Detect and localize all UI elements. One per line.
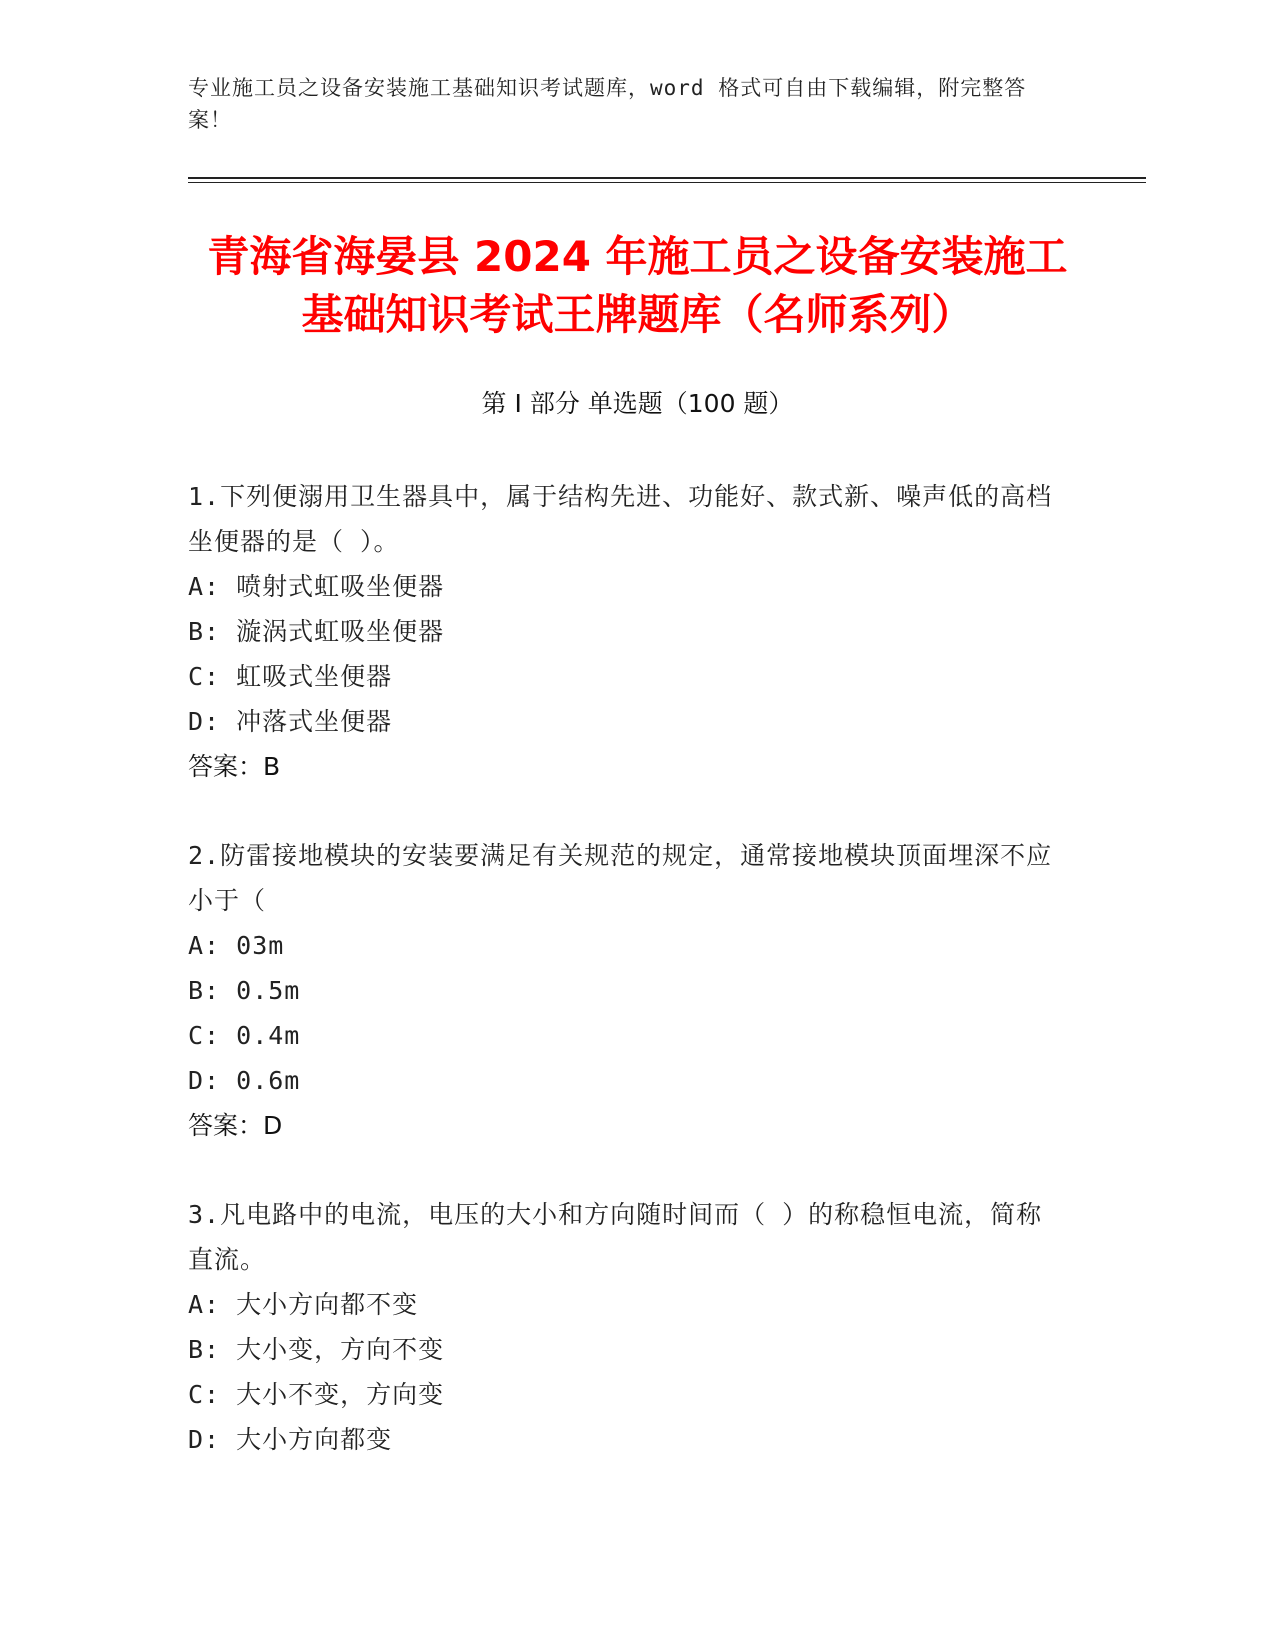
header-divider-thin <box>188 182 1146 183</box>
question-list <box>188 474 1068 1506</box>
question-2 <box>188 833 1068 1148</box>
option-b: B: 大小变，方向不变 <box>188 1335 445 1364</box>
option-d: D: 0.6m <box>188 1066 301 1095</box>
question-stem: 1.下列便溺用卫生器具中，属于结构先进、功能好、款式新、噪声低的高档坐便器的是（ ）。 <box>188 482 1053 556</box>
header-note: 专业施工员之设备安装施工基础知识考试题库，word 格式可自由下载编辑，附完整答案！ <box>188 76 1027 132</box>
option-b: B: 漩涡式虹吸坐便器 <box>188 617 445 646</box>
option-a: A: 大小方向都不变 <box>188 1290 419 1319</box>
question-3 <box>188 1192 1068 1462</box>
option-a: A: 03m <box>188 931 285 960</box>
option-b: B: 0.5m <box>188 976 301 1005</box>
option-c: C: 虹吸式坐便器 <box>188 662 393 691</box>
document-title-line-1: 青海省海晏县 2024 年施工员之设备安装施工 <box>207 232 1068 281</box>
section-heading: 第 I 部分 单选题（100 题） <box>481 389 794 418</box>
header-divider <box>188 177 1146 179</box>
question-stem: 2.防雷接地模块的安装要满足有关规范的规定，通常接地模块顶面埋深不应小于（ <box>188 841 1053 915</box>
option-c: C: 0.4m <box>188 1021 301 1050</box>
option-a: A: 喷射式虹吸坐便器 <box>188 572 445 601</box>
question-stem: 3.凡电路中的电流，电压的大小和方向随时间而（ ）的称稳恒电流，简称直流。 <box>188 1200 1043 1274</box>
answer-line: 答案：B <box>188 752 281 781</box>
option-d: D: 冲落式坐便器 <box>188 707 393 736</box>
document-title-line-2: 基础知识考试王牌题库（名师系列） <box>301 290 974 339</box>
answer-line: 答案：D <box>188 1111 283 1140</box>
question-1 <box>188 474 1068 789</box>
document-title <box>150 228 1125 344</box>
option-c: C: 大小不变，方向变 <box>188 1380 445 1409</box>
option-d: D: 大小方向都变 <box>188 1425 393 1454</box>
